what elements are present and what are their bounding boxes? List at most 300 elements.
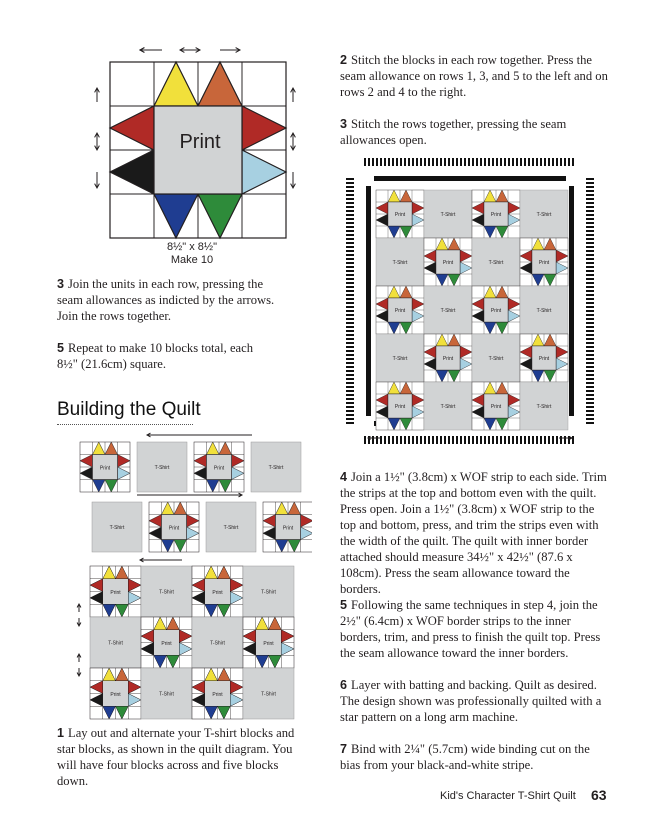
stripe: [556, 158, 558, 166]
tshirt-label: T-Shirt: [210, 640, 225, 647]
stripe: [586, 278, 594, 280]
stripe: [412, 158, 414, 166]
stripe: [586, 186, 594, 188]
step-text: Stitch the blocks in each row together. Press the seam allowance on rows 1, 3, and 5 to the left and on rows 2 and 4 to the right.: [340, 53, 608, 99]
tshirt-block: [90, 617, 141, 668]
stripe: [346, 194, 354, 196]
right-step-3: [340, 116, 612, 148]
stripe: [480, 436, 482, 444]
print-label: Print: [442, 356, 454, 363]
stripe: [346, 286, 354, 288]
stripe: [346, 210, 354, 212]
star-block: [192, 566, 243, 617]
stripe: [408, 436, 410, 444]
stripe: [376, 158, 378, 166]
step-number: 2: [340, 53, 348, 67]
stripe: [552, 158, 554, 166]
stripe: [586, 226, 594, 228]
tshirt-block: [472, 334, 520, 382]
tshirt-block: [141, 668, 192, 719]
stripe: [346, 334, 354, 336]
stripe: [428, 158, 430, 166]
stripe: [346, 394, 354, 396]
block-size-label: 8½" x 8½": [166, 241, 217, 253]
star-block-diagram: [90, 40, 300, 240]
tshirt-label: T-Shirt: [268, 465, 284, 471]
stripe: [346, 206, 354, 208]
stripe: [586, 274, 594, 276]
print-label: Print: [394, 404, 406, 411]
stripe: [346, 302, 354, 304]
stripe: [586, 382, 594, 384]
tshirt-label: T-Shirt: [159, 691, 174, 698]
right-step-2: [340, 52, 612, 100]
stripe: [448, 436, 450, 444]
stripe: [346, 354, 354, 356]
stripe: [346, 282, 354, 284]
border-top: [374, 176, 566, 181]
stripe: [586, 266, 594, 268]
stripe: [346, 310, 354, 312]
stripe: [416, 158, 418, 166]
tshirt-label: T-Shirt: [536, 404, 552, 410]
stripe: [346, 218, 354, 220]
stripe: [500, 436, 502, 444]
stripe: [586, 246, 594, 248]
star-block: [90, 566, 141, 617]
stripe: [586, 414, 594, 416]
tshirt-block: [520, 382, 568, 430]
stripe: [586, 362, 594, 364]
tshirt-block: [520, 286, 568, 334]
stripe: [586, 318, 594, 320]
stripe: [586, 230, 594, 232]
arrow-up: [95, 88, 100, 102]
stripe: [346, 226, 354, 228]
star-block: [149, 502, 199, 552]
stripe: [488, 158, 490, 166]
print-label: Print: [168, 525, 180, 532]
stripe: [540, 158, 542, 166]
stripe: [586, 378, 594, 380]
tshirt-block: [424, 286, 472, 334]
tshirt-block: [424, 382, 472, 430]
stripe: [480, 158, 482, 166]
stripe: [346, 362, 354, 364]
step-text: Join the units in each row, pressing the seam allowances as indicted by the arrows. Join the rows together.: [57, 277, 275, 323]
tshirt-label: T-Shirt: [440, 212, 456, 218]
step-text: Lay out and alternate your T-shirt blocks and star blocks, as shown in the quilt diagram. You will have four blocks across and five blocks down.: [57, 726, 295, 788]
tshirt-block: [137, 442, 187, 492]
star-block: [80, 442, 130, 492]
stripe: [520, 436, 522, 444]
print-label: Print: [161, 640, 172, 647]
tshirt-block: [424, 190, 472, 238]
print-label: Print: [110, 691, 121, 698]
border-right: [569, 186, 574, 416]
stripe: [586, 178, 594, 180]
stripe: [586, 238, 594, 240]
star-block: [520, 334, 568, 382]
stripe: [586, 282, 594, 284]
stripe: [396, 436, 398, 444]
stripe: [346, 262, 354, 264]
star-block: [243, 617, 294, 668]
stripe: [346, 270, 354, 272]
print-label: Print: [213, 465, 225, 472]
stripe: [524, 436, 526, 444]
stripe: [432, 158, 434, 166]
left-step-3: [57, 276, 285, 324]
stripe: [346, 350, 354, 352]
stripe: [346, 422, 354, 424]
stripe: [384, 158, 386, 166]
print-label: Print: [282, 525, 294, 532]
star-block: [90, 668, 141, 719]
stripe: [392, 436, 394, 444]
stripe: [346, 258, 354, 260]
stripe: [346, 274, 354, 276]
stripe: [448, 158, 450, 166]
stripe: [456, 436, 458, 444]
stripe: [504, 158, 506, 166]
star-block: [263, 502, 312, 552]
stripe: [528, 436, 530, 444]
stripe: [404, 158, 406, 166]
print-label: Print: [490, 212, 502, 219]
stripe: [346, 330, 354, 332]
stripe: [346, 322, 354, 324]
stripe: [346, 214, 354, 216]
stripe: [380, 436, 382, 444]
stripe: [520, 158, 522, 166]
stripe: [420, 158, 422, 166]
step-text: Bind with 2¼" (5.7cm) wide binding cut on the bias from your black-and-white stripe.: [340, 742, 590, 772]
stripe: [492, 436, 494, 444]
stripe: [372, 436, 374, 444]
stripe: [392, 158, 394, 166]
stripe: [586, 386, 594, 388]
stripe: [586, 234, 594, 236]
tshirt-block: [243, 668, 294, 719]
print-label: Print: [490, 404, 502, 411]
stripe: [400, 158, 402, 166]
stripe: [346, 374, 354, 376]
stripe: [586, 250, 594, 252]
stripe: [586, 358, 594, 360]
stripe: [508, 436, 510, 444]
stripe: [536, 158, 538, 166]
press-arrow: [140, 558, 182, 562]
tshirt-block: [141, 566, 192, 617]
stripe: [346, 306, 354, 308]
right-step-5: [340, 597, 612, 661]
stripe: [408, 158, 410, 166]
stripe: [452, 158, 454, 166]
arrow-up: [291, 88, 296, 102]
tshirt-block: [206, 502, 256, 552]
stripe: [532, 436, 534, 444]
stripe: [586, 302, 594, 304]
stripe: [586, 190, 594, 192]
right-step-7: [340, 741, 612, 773]
step-number: 6: [340, 678, 348, 692]
stripe: [586, 334, 594, 336]
stripe: [508, 158, 510, 166]
print-label: Print: [110, 589, 121, 596]
stripe: [586, 298, 594, 300]
stripe: [456, 158, 458, 166]
star-block: [194, 442, 244, 492]
stripe: [586, 258, 594, 260]
press-arrow: [137, 493, 242, 497]
stripe: [586, 326, 594, 328]
stripe: [346, 402, 354, 404]
stripe: [536, 436, 538, 444]
stripe: [560, 158, 562, 166]
step-number: 1: [57, 726, 65, 740]
stripe: [586, 314, 594, 316]
stripe: [346, 326, 354, 328]
stripe: [346, 222, 354, 224]
stripe: [346, 390, 354, 392]
stripe: [436, 158, 438, 166]
tshirt-block: [472, 238, 520, 286]
stripe: [572, 158, 574, 166]
stripe: [540, 436, 542, 444]
stripe: [586, 286, 594, 288]
stripe: [400, 436, 402, 444]
step-number: 4: [340, 470, 348, 484]
stripe: [586, 182, 594, 184]
stripe: [586, 222, 594, 224]
stripe: [586, 390, 594, 392]
press-arrow: [147, 433, 252, 437]
stripe: [346, 254, 354, 256]
arrow-down: [291, 172, 296, 188]
tshirt-block: [376, 238, 424, 286]
stripe: [412, 436, 414, 444]
stripe: [376, 436, 378, 444]
stripe: [346, 198, 354, 200]
print-label: Print: [442, 260, 454, 267]
stripe: [346, 382, 354, 384]
stripe: [586, 370, 594, 372]
stripe: [346, 418, 354, 420]
page-number: 63: [591, 787, 607, 803]
stripe: [472, 436, 474, 444]
stripe: [460, 158, 462, 166]
stripe: [364, 436, 366, 444]
arrow-right: [220, 48, 240, 53]
stripe: [460, 436, 462, 444]
stripe: [346, 378, 354, 380]
stripe: [396, 158, 398, 166]
arrow-down: [77, 668, 81, 676]
stripe: [452, 436, 454, 444]
tshirt-label: T-Shirt: [109, 525, 125, 531]
stripe: [586, 254, 594, 256]
tshirt-block: [520, 190, 568, 238]
arrow-up: [77, 604, 81, 612]
stripe: [346, 202, 354, 204]
stripe: [346, 386, 354, 388]
tshirt-label: T-Shirt: [488, 260, 504, 266]
stripe: [372, 158, 374, 166]
print-label: Print: [538, 356, 550, 363]
tshirt-label: T-Shirt: [223, 525, 239, 531]
stripe: [586, 398, 594, 400]
stripe: [346, 342, 354, 344]
arrow-up: [291, 133, 296, 148]
press-arrow: [368, 437, 381, 440]
stripe: [548, 436, 550, 444]
stripe: [368, 158, 370, 166]
star-block: [192, 668, 243, 719]
stripe: [586, 346, 594, 348]
stripe: [464, 158, 466, 166]
step-text: Layer with batting and backing. Quilt as desired. The design shown was professionally quilted with a star pattern on a long arm machine.: [340, 678, 602, 724]
stripe: [586, 218, 594, 220]
stripe: [544, 436, 546, 444]
stripe: [586, 394, 594, 396]
stripe: [586, 402, 594, 404]
stripe: [346, 190, 354, 192]
stripe: [586, 418, 594, 420]
stripe: [346, 250, 354, 252]
star-block: [141, 617, 192, 668]
stripe: [496, 158, 498, 166]
star-block: [424, 334, 472, 382]
stripe: [586, 290, 594, 292]
stripe: [388, 436, 390, 444]
stripe: [476, 158, 478, 166]
stripe: [586, 194, 594, 196]
stripe: [488, 436, 490, 444]
stripe: [586, 306, 594, 308]
stripe: [586, 198, 594, 200]
stripe: [346, 294, 354, 296]
stripe: [346, 358, 354, 360]
stripe: [428, 436, 430, 444]
print-label: Print: [538, 260, 550, 267]
stripe: [560, 436, 562, 444]
left-step-5: [57, 340, 257, 372]
tshirt-label: T-Shirt: [154, 465, 170, 471]
stripe: [496, 436, 498, 444]
stripe: [346, 182, 354, 184]
bottom-step-1: [57, 725, 312, 789]
tshirt-label: T-Shirt: [536, 308, 552, 314]
stripe: [586, 366, 594, 368]
stripe: [586, 322, 594, 324]
stripe: [346, 230, 354, 232]
print-label: Print: [490, 308, 502, 315]
stripe: [440, 158, 442, 166]
step-text: Stitch the rows together, pressing the seam allowances open.: [340, 117, 567, 147]
tshirt-block: [251, 442, 301, 492]
step-number: 3: [57, 277, 65, 291]
stripe: [484, 158, 486, 166]
stripe: [346, 238, 354, 240]
block-make-label: Make 10: [170, 254, 214, 266]
arrow-up: [77, 654, 81, 662]
star-block: [472, 382, 520, 430]
step-text: Join a 1½" (3.8cm) x WOF strip to each side. Trim the strips at the top and bottom even with the quilt. Press open. Join a 1½" (3.8cm) x WOF strip to the top and bottom, press, and trim the strips even with the width of the quilt. The quilt with inner border attached should measure 34½" x 42½" (87.6 x 108cm). Press the seam allowance toward the borders.: [340, 470, 607, 596]
step-text: Following the same techniques in step 4, join the 2½" (6.4cm) x WOF border strips to the inner borders, trim, and press to finish the quilt top. Press the seam allowance toward the inner borders.: [340, 598, 601, 660]
stripe: [404, 436, 406, 444]
stripe: [464, 436, 466, 444]
stripe: [424, 158, 426, 166]
stripe: [544, 158, 546, 166]
stripe: [364, 158, 366, 166]
section-heading: Building the Quilt: [57, 399, 201, 420]
step-text: Repeat to make 10 blocks total, each 8½" (21.6cm) square.: [57, 341, 254, 371]
step-number: 5: [57, 341, 65, 355]
stripe: [346, 290, 354, 292]
border-left: [366, 186, 371, 416]
stripe: [416, 436, 418, 444]
tshirt-label: T-Shirt: [440, 404, 456, 410]
tshirt-label: T-Shirt: [488, 356, 504, 362]
stripe: [346, 278, 354, 280]
stripe: [500, 158, 502, 166]
stripe: [586, 374, 594, 376]
stripe: [586, 330, 594, 332]
quilt-assembly-diagram: [72, 432, 312, 724]
step-number: 7: [340, 742, 348, 756]
stripe: [586, 210, 594, 212]
stripe: [586, 262, 594, 264]
stripe: [564, 158, 566, 166]
star-block: [472, 286, 520, 334]
finished-quilt-diagram: [344, 156, 596, 446]
tshirt-label: T-Shirt: [108, 640, 123, 647]
print-label: Print: [212, 691, 223, 698]
footer-title: Kid's Character T-Shirt Quilt: [440, 790, 576, 802]
stripe: [586, 202, 594, 204]
stripe: [512, 158, 514, 166]
stripe: [346, 266, 354, 268]
print-label: Print: [99, 465, 111, 472]
tshirt-label: T-Shirt: [261, 691, 276, 698]
stripe: [492, 158, 494, 166]
stripe: [346, 318, 354, 320]
stripe: [516, 436, 518, 444]
stripe: [346, 298, 354, 300]
stripe: [346, 338, 354, 340]
stripe: [346, 406, 354, 408]
star-block: [520, 238, 568, 286]
stripe: [472, 158, 474, 166]
stripe: [512, 436, 514, 444]
stripe: [388, 158, 390, 166]
stripe: [586, 310, 594, 312]
stripe: [586, 410, 594, 412]
step-number: 3: [340, 117, 348, 131]
stripe: [346, 234, 354, 236]
stripe: [476, 436, 478, 444]
print-label: Print: [263, 640, 274, 647]
stripe: [572, 436, 574, 444]
tshirt-label: T-Shirt: [159, 589, 174, 596]
print-label: Print: [394, 212, 406, 219]
tshirt-block: [243, 566, 294, 617]
stripe: [346, 346, 354, 348]
stripe: [586, 214, 594, 216]
stripe: [586, 270, 594, 272]
tshirt-label: T-Shirt: [261, 589, 276, 596]
